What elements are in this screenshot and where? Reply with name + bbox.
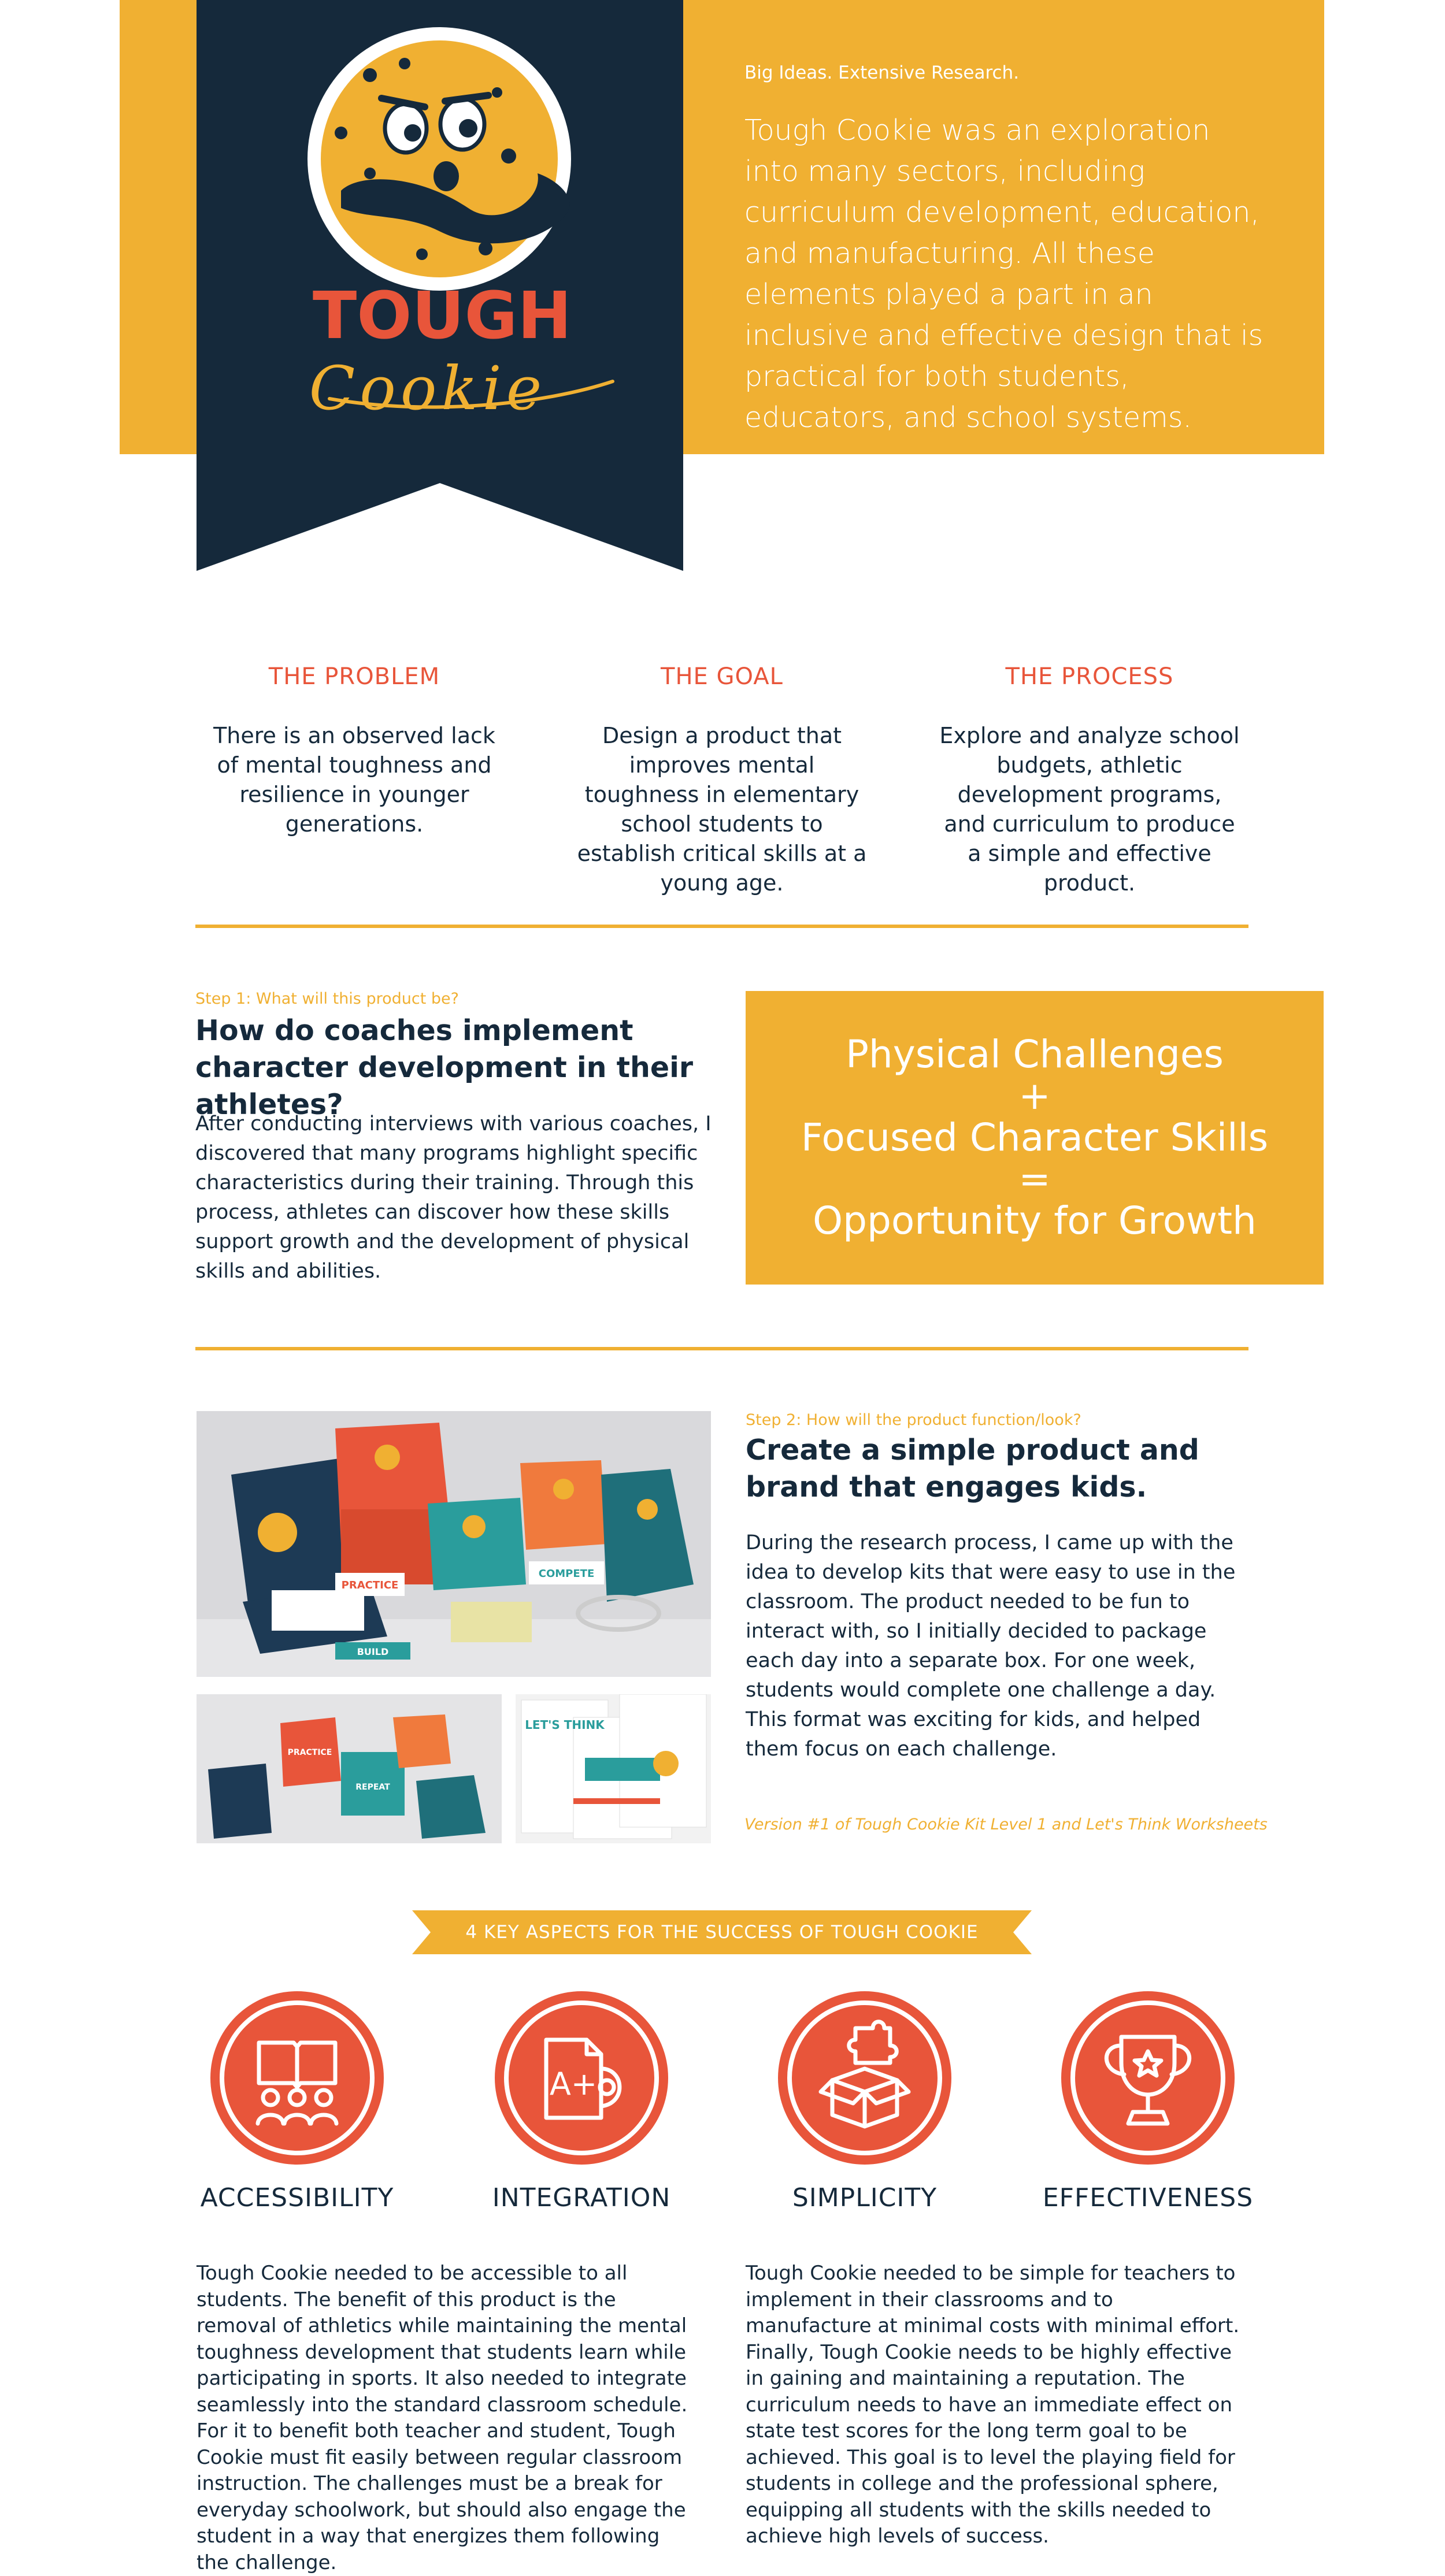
step1-body: After conducting interviews with various coaches, I discovered that many programs highlight specific characteristics during their training. Through this process, athletes can discover how these skills support growth and the development of physical skills and abilities.: [195, 1112, 712, 1283]
aspect-effectiveness-label: EFFECTIVENESS: [1042, 2183, 1254, 2213]
section-divider: [195, 925, 1248, 928]
problem-text: There is an observed lack of mental toughness and resilience in younger generations.: [213, 723, 495, 837]
aspect-simplicity-label: SIMPLICITY: [792, 2183, 938, 2213]
step2-heading: Create a simple product and brand that engages kids.: [746, 1434, 1199, 1504]
equation-box: [746, 991, 1324, 1285]
problem-title: THE PROBLEM: [268, 663, 440, 690]
aspect-accessibility-label: ACCESSIBILITY: [200, 2183, 394, 2213]
grade-document-icon: [491, 1988, 672, 2168]
svg-text:A+: A+: [549, 2066, 598, 2102]
kit-boxes-photo: [197, 1411, 711, 1677]
svg-text:PRACTICE: PRACTICE: [341, 1579, 399, 1591]
logo-wordmark-bottom: Cookie: [309, 353, 547, 424]
svg-text:PRACTICE: PRACTICE: [287, 1748, 332, 1757]
goal-title: THE GOAL: [661, 663, 783, 690]
hero-kicker: Big Ideas. Extensive Research.: [744, 62, 1020, 83]
step2-label: Step 2: How will the product function/look?: [746, 1411, 1081, 1429]
worksheets-photo: [516, 1694, 711, 1843]
step2-body: During the research process, I came up with the idea to develop kits that were easy to use in the classroom. The product needed to be fun to interact with, so I initially decided to package each day into a separate box. For one week, students would complete one challenge a day. This format was exciting for kids, and helped them focus on each challenge.: [746, 1531, 1236, 1761]
equation-line: Opportunity for Growth: [813, 1198, 1257, 1243]
equation-equals: =: [1018, 1157, 1051, 1201]
trophy-icon: [1058, 1988, 1238, 2168]
step1-label: Step 1: What will this product be?: [195, 990, 459, 1008]
logo-banner: [197, 0, 683, 571]
equation-line: Physical Challenges: [846, 1032, 1224, 1077]
hero-intro: Tough Cookie was an exploration into many sectors, including curriculum development, education, and manufacturing. All these elements played a part in an inclusive and effective design that is practical for both students, educators, and school systems.: [744, 114, 1264, 434]
step1-heading: How do coaches implement character development in their athletes?: [195, 1014, 694, 1121]
equation-line: Focused Character Skills: [801, 1115, 1269, 1160]
logo-wordmark-top: TOUGH: [312, 279, 572, 354]
book-people-icon: [207, 1988, 387, 2168]
aspects-body-right: Tough Cookie needed to be simple for teachers to implement in their classrooms and to manufacture at minimal costs with minimal effort. Finally, Tough Cookie needs to be highly effective in gaining and maintaining a reputation. The curriculum needs to have an immediate effect on state test scores for the long term goal to be achieved. This goal is to level the playing field for students in college and the professional sphere, equipping all students with the skills needed to achieve high levels of success.: [746, 2262, 1240, 2548]
aspects-body-left: Tough Cookie needed to be accessible to all students. The benefit of this product is the removal of athletics while maintaining the mental toughness development that students learn while participating in sports. It also needed to integrate seamlessly into the standard classroom schedule. For it to benefit both teacher and student, Tough Cookie must fit easily between regular classroom instruction. The challenges must be a break for everyday schoolwork, but should also engage the student in a way that energizes them following the challenge.: [197, 2262, 688, 2574]
cookie-mascot-icon: [307, 27, 571, 291]
section-divider: [195, 1347, 1248, 1350]
puzzle-box-icon: [775, 1988, 955, 2168]
key-aspects-title: 4 KEY ASPECTS FOR THE SUCCESS OF TOUGH COOKIE: [465, 1922, 979, 1943]
svg-text:BUILD: BUILD: [357, 1646, 389, 1657]
equation-plus: +: [1018, 1074, 1051, 1118]
aspect-integration-label: INTEGRATION: [492, 2183, 671, 2213]
process-text: Explore and analyze school budgets, athletic development programs, and curriculum to produce a simple and effective product.: [939, 723, 1240, 896]
svg-text:LET'S THINK: LET'S THINK: [525, 1718, 605, 1732]
process-title: THE PROCESS: [1005, 663, 1174, 690]
photo-caption: Version #1 of Tough Cookie Kit Level 1 and Let's Think Worksheets: [744, 1816, 1268, 1833]
goal-text: Design a product that improves mental toughness in elementary school students to establish critical skills at a young age.: [577, 723, 867, 896]
svg-text:COMPETE: COMPETE: [538, 1568, 595, 1580]
svg-text:REPEAT: REPEAT: [355, 1783, 390, 1792]
kit-stacked-boxes-photo: [197, 1694, 502, 1843]
